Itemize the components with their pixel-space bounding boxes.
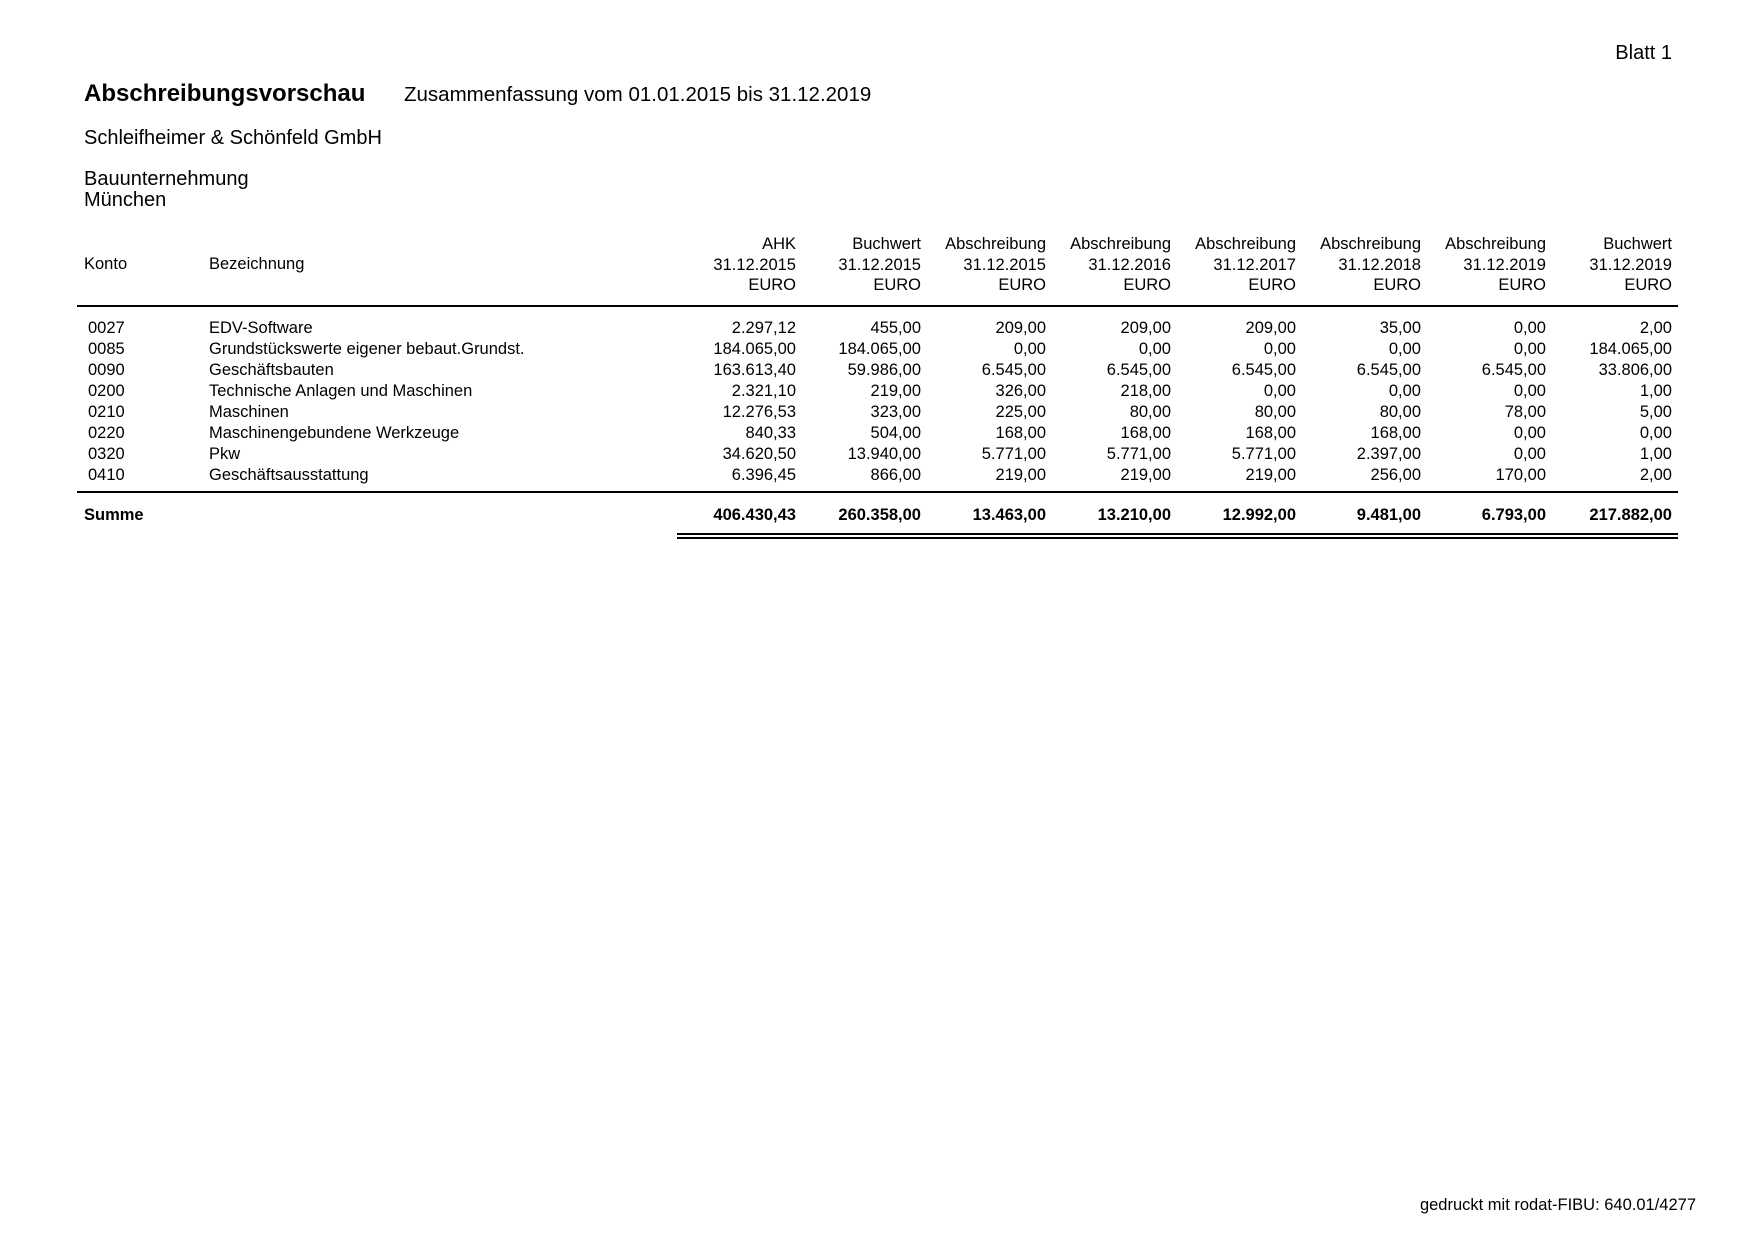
column-header-line: 31.12.2015 bbox=[838, 255, 921, 274]
table-row bbox=[0, 444, 1754, 465]
value-abschreibung-2016: 168,00 bbox=[1120, 424, 1171, 442]
column-header-line: AHK bbox=[762, 235, 796, 253]
value-buchwert-2015: 59.986,00 bbox=[847, 361, 921, 379]
value-abschreibung-2016: 80,00 bbox=[1129, 403, 1171, 421]
table-row bbox=[0, 318, 1754, 339]
account-number: 0200 bbox=[88, 382, 125, 400]
column-header-line: Abschreibung bbox=[1320, 235, 1421, 253]
value-buchwert-2019: 1,00 bbox=[1639, 382, 1672, 400]
account-description: Technische Anlagen und Maschinen bbox=[209, 382, 473, 400]
account-description: Geschäftsbauten bbox=[209, 361, 334, 379]
account-number: 0085 bbox=[88, 340, 125, 358]
value-abschreibung-2017: 219,00 bbox=[1245, 466, 1296, 484]
report-title: Abschreibungsvorschau bbox=[84, 80, 366, 107]
value-ahk-2015: 12.276,53 bbox=[722, 403, 796, 421]
account-description: Grundstückswerte eigener bebaut.Grundst. bbox=[209, 340, 525, 358]
table-row bbox=[0, 381, 1754, 402]
column-header-line: Buchwert bbox=[852, 235, 921, 253]
column-header-line: 31.12.2016 bbox=[1088, 255, 1171, 274]
value-abschreibung-2018: 256,00 bbox=[1370, 466, 1421, 484]
column-header-abschreibung-2019 bbox=[1406, 234, 1546, 296]
value-buchwert-2019: 184.065,00 bbox=[1589, 340, 1672, 358]
value-abschreibung-2015: 209,00 bbox=[995, 319, 1046, 337]
column-header-ahk-2015 bbox=[656, 234, 796, 296]
value-ahk-2015: 2.297,12 bbox=[731, 319, 796, 337]
value-ahk-2015: 34.620,50 bbox=[722, 445, 796, 463]
header-rule bbox=[77, 305, 1678, 307]
value-ahk-2015: 840,33 bbox=[745, 424, 796, 442]
value-abschreibung-2015: 168,00 bbox=[995, 424, 1046, 442]
value-abschreibung-2016: 209,00 bbox=[1120, 319, 1171, 337]
total-row bbox=[0, 505, 1754, 526]
value-abschreibung-2018: 80,00 bbox=[1379, 403, 1421, 421]
total-double-rule-top bbox=[677, 533, 1678, 535]
column-header-line: 31.12.2019 bbox=[1589, 255, 1672, 274]
account-number: 0220 bbox=[88, 424, 125, 442]
value-buchwert-2015: 184.065,00 bbox=[838, 340, 921, 358]
report-subtitle: Zusammenfassung vom 01.01.2015 bis 31.12.2019 bbox=[404, 83, 872, 106]
value-abschreibung-2017: 209,00 bbox=[1245, 319, 1296, 337]
value-abschreibung-2019: 0,00 bbox=[1513, 319, 1546, 337]
total-abschreibung-2016: 13.210,00 bbox=[1097, 506, 1171, 524]
value-abschreibung-2019: 0,00 bbox=[1513, 382, 1546, 400]
account-description: Pkw bbox=[209, 445, 241, 463]
total-buchwert-2019: 217.882,00 bbox=[1589, 506, 1672, 524]
column-header-line: EURO bbox=[1248, 276, 1296, 294]
value-abschreibung-2015: 5.771,00 bbox=[981, 445, 1046, 463]
value-abschreibung-2015: 6.545,00 bbox=[981, 361, 1046, 379]
value-abschreibung-2017: 168,00 bbox=[1245, 424, 1296, 442]
value-buchwert-2019: 1,00 bbox=[1639, 445, 1672, 463]
value-abschreibung-2015: 0,00 bbox=[1013, 340, 1046, 358]
column-header-line: Abschreibung bbox=[1070, 235, 1171, 253]
total-abschreibung-2015: 13.463,00 bbox=[972, 506, 1046, 524]
total-rule bbox=[77, 491, 1678, 493]
value-buchwert-2015: 323,00 bbox=[870, 403, 921, 421]
total-abschreibung-2017: 12.992,00 bbox=[1222, 506, 1296, 524]
value-abschreibung-2015: 225,00 bbox=[995, 403, 1046, 421]
value-abschreibung-2015: 219,00 bbox=[995, 466, 1046, 484]
column-header-line: 31.12.2018 bbox=[1338, 255, 1421, 274]
value-buchwert-2015: 504,00 bbox=[870, 424, 921, 442]
column-header-line: EURO bbox=[748, 276, 796, 294]
column-header-line: EURO bbox=[873, 276, 921, 294]
column-header-line: EURO bbox=[1498, 276, 1546, 294]
value-abschreibung-2018: 168,00 bbox=[1370, 424, 1421, 442]
table-row bbox=[0, 360, 1754, 381]
value-abschreibung-2015: 326,00 bbox=[995, 382, 1046, 400]
value-abschreibung-2017: 0,00 bbox=[1263, 340, 1296, 358]
value-abschreibung-2019: 0,00 bbox=[1513, 424, 1546, 442]
value-buchwert-2019: 2,00 bbox=[1639, 319, 1672, 337]
column-header-line: Abschreibung bbox=[1445, 235, 1546, 253]
sheet-number: Blatt 1 bbox=[1615, 42, 1672, 64]
table-row bbox=[0, 423, 1754, 444]
total-label: Summe bbox=[84, 506, 144, 524]
column-header-abschreibung-2015 bbox=[906, 234, 1046, 296]
value-abschreibung-2018: 35,00 bbox=[1379, 319, 1421, 337]
total-abschreibung-2018: 9.481,00 bbox=[1356, 506, 1421, 524]
value-abschreibung-2016: 6.545,00 bbox=[1106, 361, 1171, 379]
value-ahk-2015: 184.065,00 bbox=[713, 340, 796, 358]
column-header-abschreibung-2018 bbox=[1281, 234, 1421, 296]
column-header-bezeichnung: Bezeichnung bbox=[209, 255, 305, 273]
account-description: Geschäftsausstattung bbox=[209, 466, 369, 484]
company-name: Schleifheimer & Schönfeld GmbH bbox=[84, 127, 382, 149]
value-buchwert-2019: 2,00 bbox=[1639, 466, 1672, 484]
value-buchwert-2019: 33.806,00 bbox=[1598, 361, 1672, 379]
column-header-line: EURO bbox=[1123, 276, 1171, 294]
value-buchwert-2019: 5,00 bbox=[1639, 403, 1672, 421]
value-abschreibung-2019: 78,00 bbox=[1504, 403, 1546, 421]
table-row bbox=[0, 465, 1754, 486]
value-ahk-2015: 6.396,45 bbox=[731, 466, 796, 484]
value-abschreibung-2016: 5.771,00 bbox=[1106, 445, 1171, 463]
value-abschreibung-2017: 5.771,00 bbox=[1231, 445, 1296, 463]
column-header-buchwert-2015 bbox=[781, 234, 921, 296]
company-city: München bbox=[84, 189, 167, 211]
value-buchwert-2015: 219,00 bbox=[870, 382, 921, 400]
value-abschreibung-2019: 0,00 bbox=[1513, 445, 1546, 463]
column-header-buchwert-2019 bbox=[1532, 234, 1672, 296]
account-number: 0320 bbox=[88, 445, 125, 463]
account-description: Maschinengebundene Werkzeuge bbox=[209, 424, 460, 442]
value-ahk-2015: 163.613,40 bbox=[713, 361, 796, 379]
value-abschreibung-2016: 219,00 bbox=[1120, 466, 1171, 484]
value-buchwert-2015: 866,00 bbox=[870, 466, 921, 484]
column-header-line: EURO bbox=[1624, 276, 1672, 294]
column-header-abschreibung-2017 bbox=[1156, 234, 1296, 296]
column-header-line: Buchwert bbox=[1603, 235, 1672, 253]
account-description: Maschinen bbox=[209, 403, 289, 421]
column-header-line: 31.12.2015 bbox=[963, 255, 1046, 274]
account-number: 0090 bbox=[88, 361, 125, 379]
total-abschreibung-2019: 6.793,00 bbox=[1481, 506, 1546, 524]
total-ahk-2015: 406.430,43 bbox=[713, 506, 796, 524]
value-abschreibung-2016: 0,00 bbox=[1138, 340, 1171, 358]
value-abschreibung-2016: 218,00 bbox=[1120, 382, 1171, 400]
print-footer: gedruckt mit rodat-FIBU: 640.01/4277 bbox=[1419, 1196, 1696, 1214]
column-header-line: Abschreibung bbox=[945, 235, 1046, 253]
value-abschreibung-2017: 0,00 bbox=[1263, 382, 1296, 400]
column-header-line: 31.12.2015 bbox=[713, 255, 796, 274]
value-abschreibung-2017: 6.545,00 bbox=[1231, 361, 1296, 379]
account-description: EDV-Software bbox=[209, 319, 313, 337]
value-abschreibung-2018: 2.397,00 bbox=[1356, 445, 1421, 463]
value-abschreibung-2019: 0,00 bbox=[1513, 340, 1546, 358]
column-header-line: 31.12.2017 bbox=[1213, 255, 1296, 274]
account-number: 0410 bbox=[88, 466, 125, 484]
column-header-line: 31.12.2019 bbox=[1463, 255, 1546, 274]
total-buchwert-2015: 260.358,00 bbox=[838, 506, 921, 524]
account-number: 0027 bbox=[88, 319, 125, 337]
column-header-line: EURO bbox=[998, 276, 1046, 294]
account-number: 0210 bbox=[88, 403, 125, 421]
value-abschreibung-2019: 6.545,00 bbox=[1481, 361, 1546, 379]
value-abschreibung-2018: 0,00 bbox=[1388, 340, 1421, 358]
company-branch: Bauunternehmung bbox=[84, 168, 249, 190]
value-abschreibung-2017: 80,00 bbox=[1254, 403, 1296, 421]
table-row bbox=[0, 402, 1754, 423]
value-buchwert-2015: 455,00 bbox=[870, 319, 921, 337]
value-ahk-2015: 2.321,10 bbox=[731, 382, 796, 400]
value-abschreibung-2018: 0,00 bbox=[1388, 382, 1421, 400]
value-abschreibung-2018: 6.545,00 bbox=[1356, 361, 1421, 379]
value-buchwert-2015: 13.940,00 bbox=[847, 445, 921, 463]
value-abschreibung-2019: 170,00 bbox=[1495, 466, 1546, 484]
column-header-abschreibung-2016 bbox=[1031, 234, 1171, 296]
table-row bbox=[0, 339, 1754, 360]
total-double-rule-bottom bbox=[677, 537, 1678, 539]
column-header-konto: Konto bbox=[84, 255, 128, 273]
column-header-line: EURO bbox=[1373, 276, 1421, 294]
column-header-line: Abschreibung bbox=[1195, 235, 1296, 253]
value-buchwert-2019: 0,00 bbox=[1639, 424, 1672, 442]
